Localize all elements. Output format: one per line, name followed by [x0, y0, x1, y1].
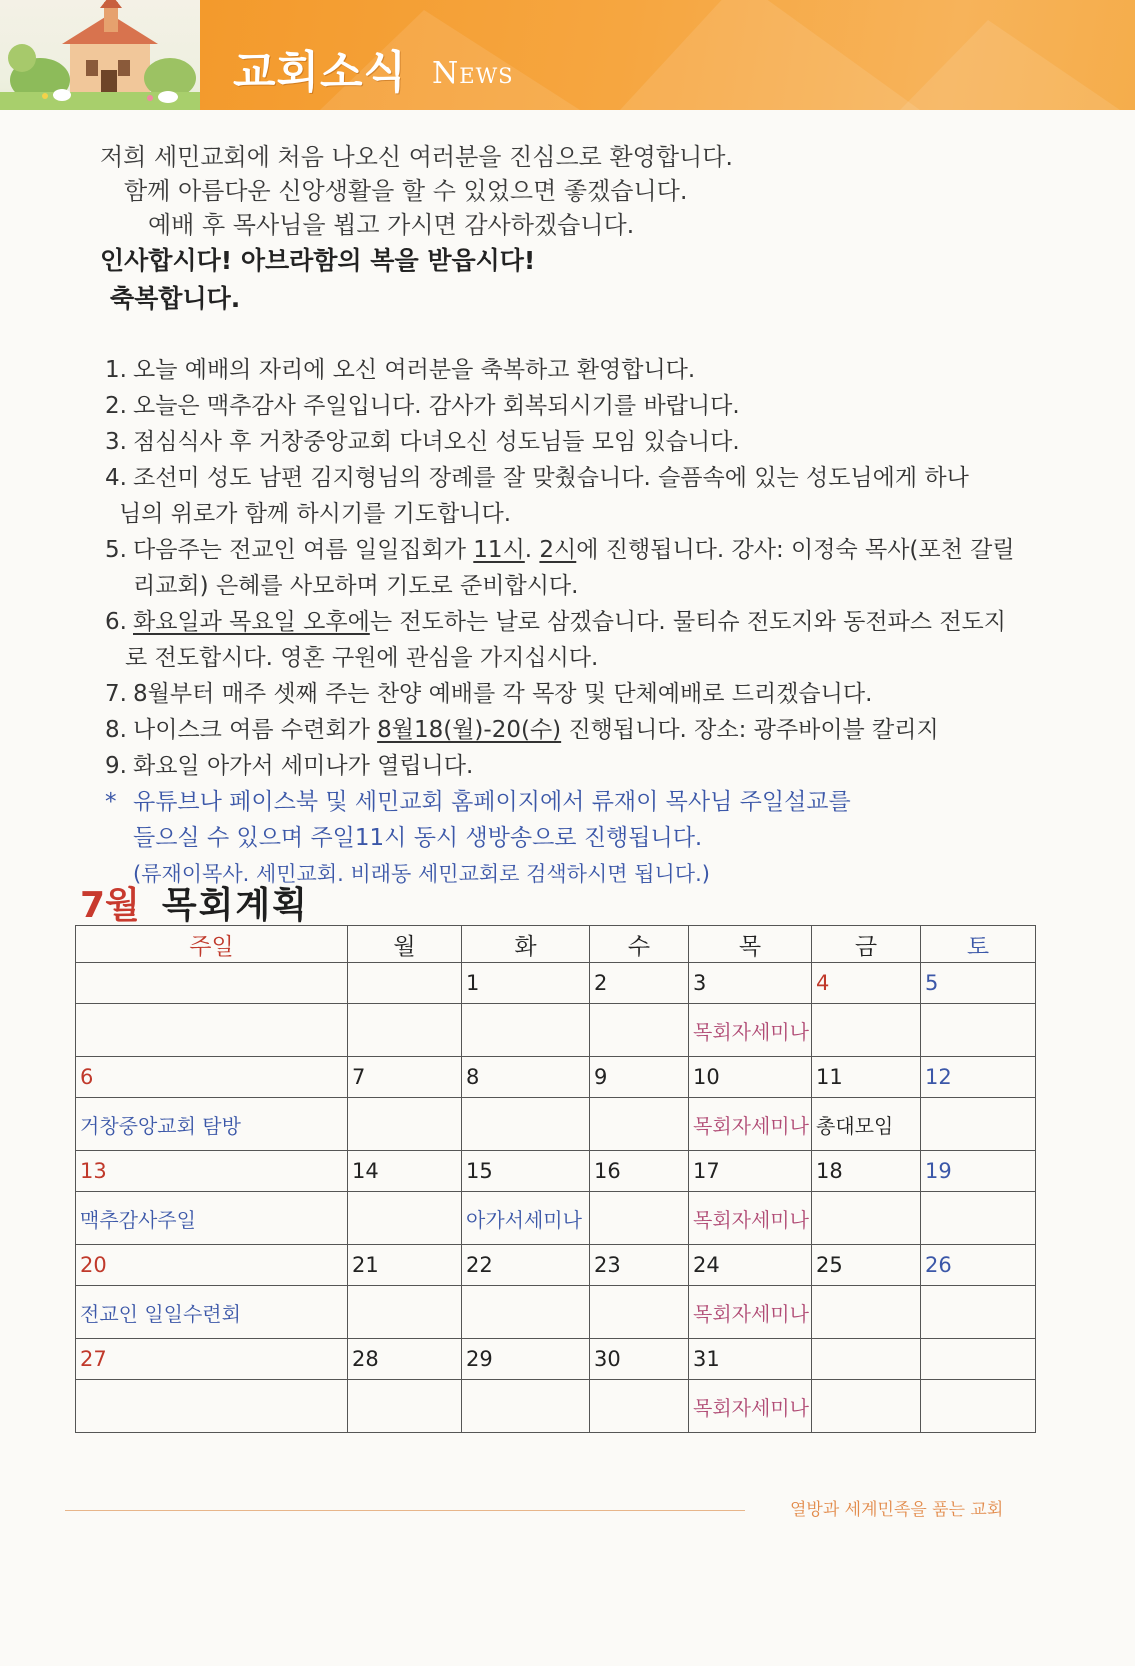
calendar-date-cell: 29: [462, 1339, 590, 1380]
asterisk-icon: *: [105, 789, 117, 815]
broadcast-line: 들으실 수 있으며 주일11시 동시 생방송으로 진행됩니다.: [133, 825, 703, 851]
calendar-event-cell: [590, 1192, 689, 1245]
calendar-date-cell: 22: [462, 1245, 590, 1286]
calendar-event-cell: [348, 1192, 462, 1245]
announcement-item: [105, 748, 1105, 784]
calendar-event-row: [76, 1192, 1036, 1245]
announcement-item: [105, 352, 1105, 388]
weekday-header: 목: [689, 926, 812, 963]
calendar-date-cell: 24: [689, 1245, 812, 1286]
announcement-item: [105, 604, 1105, 676]
item-text: 는 전도하는 날로 삼겠습니다. 물티슈 전도지와 동전파스 전도지: [369, 609, 1006, 635]
calendar-event-cell: [921, 1286, 1036, 1339]
calendar-date-cell: 5: [921, 963, 1036, 1004]
calendar-date-row: [76, 1057, 1036, 1098]
calendar-event-cell: 목회자세미나: [689, 1380, 812, 1433]
item-number: 7.: [105, 681, 127, 707]
calendar-date-cell: 27: [76, 1339, 348, 1380]
calendar-date-cell: 4: [812, 963, 921, 1004]
calendar-event-cell: [812, 1380, 921, 1433]
calendar-date-cell: 25: [812, 1245, 921, 1286]
calendar-date-cell: [76, 963, 348, 1004]
calendar-event-cell: [921, 1380, 1036, 1433]
calendar-event-cell: [462, 1004, 590, 1057]
item-text-continued: 로 전도합시다. 영혼 구원에 관심을 가지십시다.: [125, 645, 599, 671]
calendar-date-cell: 7: [348, 1057, 462, 1098]
calendar-date-row: [76, 1245, 1036, 1286]
announcement-item: [105, 712, 1105, 748]
weekday-header: 주일: [76, 926, 348, 963]
calendar-header-row: [76, 926, 1036, 963]
calendar-month: 7월: [80, 885, 140, 926]
calendar-date-row: [76, 963, 1036, 1004]
broadcast-search-hint: (류재이목사. 세민교회. 비래동 세민교회로 검색하시면 됩니다.): [133, 862, 710, 886]
calendar-title: [80, 877, 309, 928]
calendar-event-cell: [462, 1286, 590, 1339]
calendar-heading: 목회계획: [161, 885, 309, 926]
item-number: 3.: [105, 429, 127, 455]
calendar-date-cell: 28: [348, 1339, 462, 1380]
calendar-event-cell: [921, 1192, 1036, 1245]
calendar-date-cell: 20: [76, 1245, 348, 1286]
calendar-event-cell: 아가서세미나: [462, 1192, 590, 1245]
calendar-date-cell: 21: [348, 1245, 462, 1286]
calendar-event-cell: 총대모임: [812, 1098, 921, 1151]
calendar-event-cell: [76, 1380, 348, 1433]
item-text-underlined: 2시: [539, 537, 577, 563]
calendar-date-cell: 17: [689, 1151, 812, 1192]
calendar-date-cell: [348, 963, 462, 1004]
item-text: 에 진행됩니다. 강사: 이정숙 목사(포천 갈릴: [576, 537, 1015, 563]
calendar-event-cell: [812, 1004, 921, 1057]
item-text-underlined: 8월18(월)-20(수): [377, 717, 562, 743]
item-text-underlined: 화요일과 목요일 오후에: [133, 609, 370, 635]
welcome-line: 저희 세민교회에 처음 나오신 여러분을 진심으로 환영합니다.: [100, 143, 734, 171]
weekday-header: 금: [812, 926, 921, 963]
calendar-event-cell: 거창중앙교회 탐방: [76, 1098, 348, 1151]
announcement-item: [105, 532, 1105, 604]
calendar-date-cell: 10: [689, 1057, 812, 1098]
calendar-event-cell: [590, 1286, 689, 1339]
item-text: 점심식사 후 거창중앙교회 다녀오신 성도님들 모임 있습니다.: [133, 429, 740, 455]
calendar-event-cell: [462, 1098, 590, 1151]
announcement-item: [105, 676, 1105, 712]
footer-slogan: 열방과 세계민족을 품는 교회: [790, 1500, 1004, 1520]
footer-divider: [65, 1510, 745, 1511]
item-number: 2.: [105, 393, 127, 419]
calendar-date-cell: 9: [590, 1057, 689, 1098]
announcement-list: [105, 352, 1105, 892]
calendar-event-cell: [348, 1098, 462, 1151]
item-text-underlined: 11시: [473, 537, 525, 563]
broadcast-line: 유튜브나 페이스북 및 세민교회 홈페이지에서 류재이 목사님 주일설교를: [133, 789, 851, 815]
item-text-continued: 님의 위로가 함께 하시기를 기도합니다.: [119, 501, 512, 527]
item-number: 5.: [105, 537, 127, 563]
calendar-date-cell: 23: [590, 1245, 689, 1286]
calendar-event-row: [76, 1286, 1036, 1339]
calendar-event-cell: 목회자세미나: [689, 1286, 812, 1339]
calendar-date-cell: 31: [689, 1339, 812, 1380]
calendar-date-cell: 2: [590, 963, 689, 1004]
calendar-date-cell: [812, 1339, 921, 1380]
welcome-message: [100, 140, 1000, 318]
calendar-event-cell: [590, 1380, 689, 1433]
calendar-event-cell: [921, 1004, 1036, 1057]
calendar-event-cell: [921, 1098, 1036, 1151]
header-banner: [0, 0, 1135, 110]
weekday-header: 토: [921, 926, 1036, 963]
item-text: 조선미 성도 남편 김지형님의 장례를 잘 맞췄습니다. 슬픔속에 있는 성도님에게 하나: [133, 465, 969, 491]
calendar-event-cell: [462, 1380, 590, 1433]
calendar-date-cell: 15: [462, 1151, 590, 1192]
calendar-event-cell: [348, 1004, 462, 1057]
item-text: 나이스크 여름 수련회가: [133, 717, 378, 743]
announcement-item: [105, 424, 1105, 460]
page-title: 교회소식: [233, 47, 408, 98]
item-number: 9.: [105, 753, 127, 779]
page-subtitle: News: [432, 56, 514, 91]
calendar-event-row: [76, 1004, 1036, 1057]
calendar-event-cell: 맥추감사주일: [76, 1192, 348, 1245]
calendar-date-cell: 1: [462, 963, 590, 1004]
item-text-continued: 리교회) 은혜를 사모하며 기도로 준비합시다.: [133, 573, 579, 599]
calendar-event-cell: [590, 1004, 689, 1057]
item-text: .: [524, 537, 540, 563]
weekday-header: 화: [462, 926, 590, 963]
item-number: 4.: [105, 465, 127, 491]
calendar-event-row: [76, 1098, 1036, 1151]
calendar-date-cell: 30: [590, 1339, 689, 1380]
item-text: 화요일 아가서 세미나가 열립니다.: [133, 753, 474, 779]
calendar-date-cell: [921, 1339, 1036, 1380]
calendar-date-cell: 19: [921, 1151, 1036, 1192]
welcome-line: 함께 아름다운 신앙생활을 할 수 있었으면 좋겠습니다.: [124, 177, 688, 205]
weekday-header: 수: [590, 926, 689, 963]
welcome-line: 예배 후 목사님을 뵙고 가시면 감사하겠습니다.: [148, 211, 635, 239]
item-number: 1.: [105, 357, 127, 383]
welcome-greeting: 인사합시다! 아브라함의 복을 받읍시다!: [100, 246, 536, 275]
church-illustration: [0, 0, 200, 110]
calendar-date-cell: 16: [590, 1151, 689, 1192]
calendar-event-cell: 목회자세미나: [689, 1004, 812, 1057]
calendar-event-cell: [590, 1098, 689, 1151]
broadcast-notice: [105, 784, 1105, 892]
calendar-event-cell: [348, 1286, 462, 1339]
calendar-date-cell: 18: [812, 1151, 921, 1192]
calendar-event-cell: [812, 1286, 921, 1339]
calendar-event-cell: 목회자세미나: [689, 1098, 812, 1151]
calendar-event-cell: [812, 1192, 921, 1245]
weekday-header: 월: [348, 926, 462, 963]
calendar-date-cell: 12: [921, 1057, 1036, 1098]
calendar-event-cell: 전교인 일일수련회: [76, 1286, 348, 1339]
calendar-event-cell: [348, 1380, 462, 1433]
welcome-blessing: 축복합니다.: [110, 284, 241, 313]
item-text: 다음주는 전교인 여름 일일집회가: [133, 537, 474, 563]
announcement-item: [105, 460, 1105, 532]
ministry-calendar: [75, 925, 1035, 1433]
calendar-date-cell: 13: [76, 1151, 348, 1192]
calendar-date-cell: 26: [921, 1245, 1036, 1286]
calendar-date-row: [76, 1151, 1036, 1192]
calendar-date-cell: 8: [462, 1057, 590, 1098]
item-text: 진행됩니다. 장소: 광주바이블 칼리지: [561, 717, 939, 743]
calendar-date-cell: 11: [812, 1057, 921, 1098]
item-text: 오늘은 맥추감사 주일입니다. 감사가 회복되시기를 바랍니다.: [133, 393, 740, 419]
calendar-date-cell: 14: [348, 1151, 462, 1192]
item-text: 8월부터 매주 셋째 주는 찬양 예배를 각 목장 및 단체예배로 드리겠습니다.: [133, 681, 873, 707]
calendar-event-cell: [76, 1004, 348, 1057]
announcement-item: [105, 388, 1105, 424]
item-number: 8.: [105, 717, 127, 743]
item-text: 오늘 예배의 자리에 오신 여러분을 축복하고 환영합니다.: [133, 357, 696, 383]
calendar-table: [75, 925, 1036, 1433]
calendar-date-cell: 3: [689, 963, 812, 1004]
calendar-date-row: [76, 1339, 1036, 1380]
calendar-event-cell: 목회자세미나: [689, 1192, 812, 1245]
calendar-date-cell: 6: [76, 1057, 348, 1098]
calendar-event-row: [76, 1380, 1036, 1433]
item-number: 6.: [105, 609, 127, 635]
